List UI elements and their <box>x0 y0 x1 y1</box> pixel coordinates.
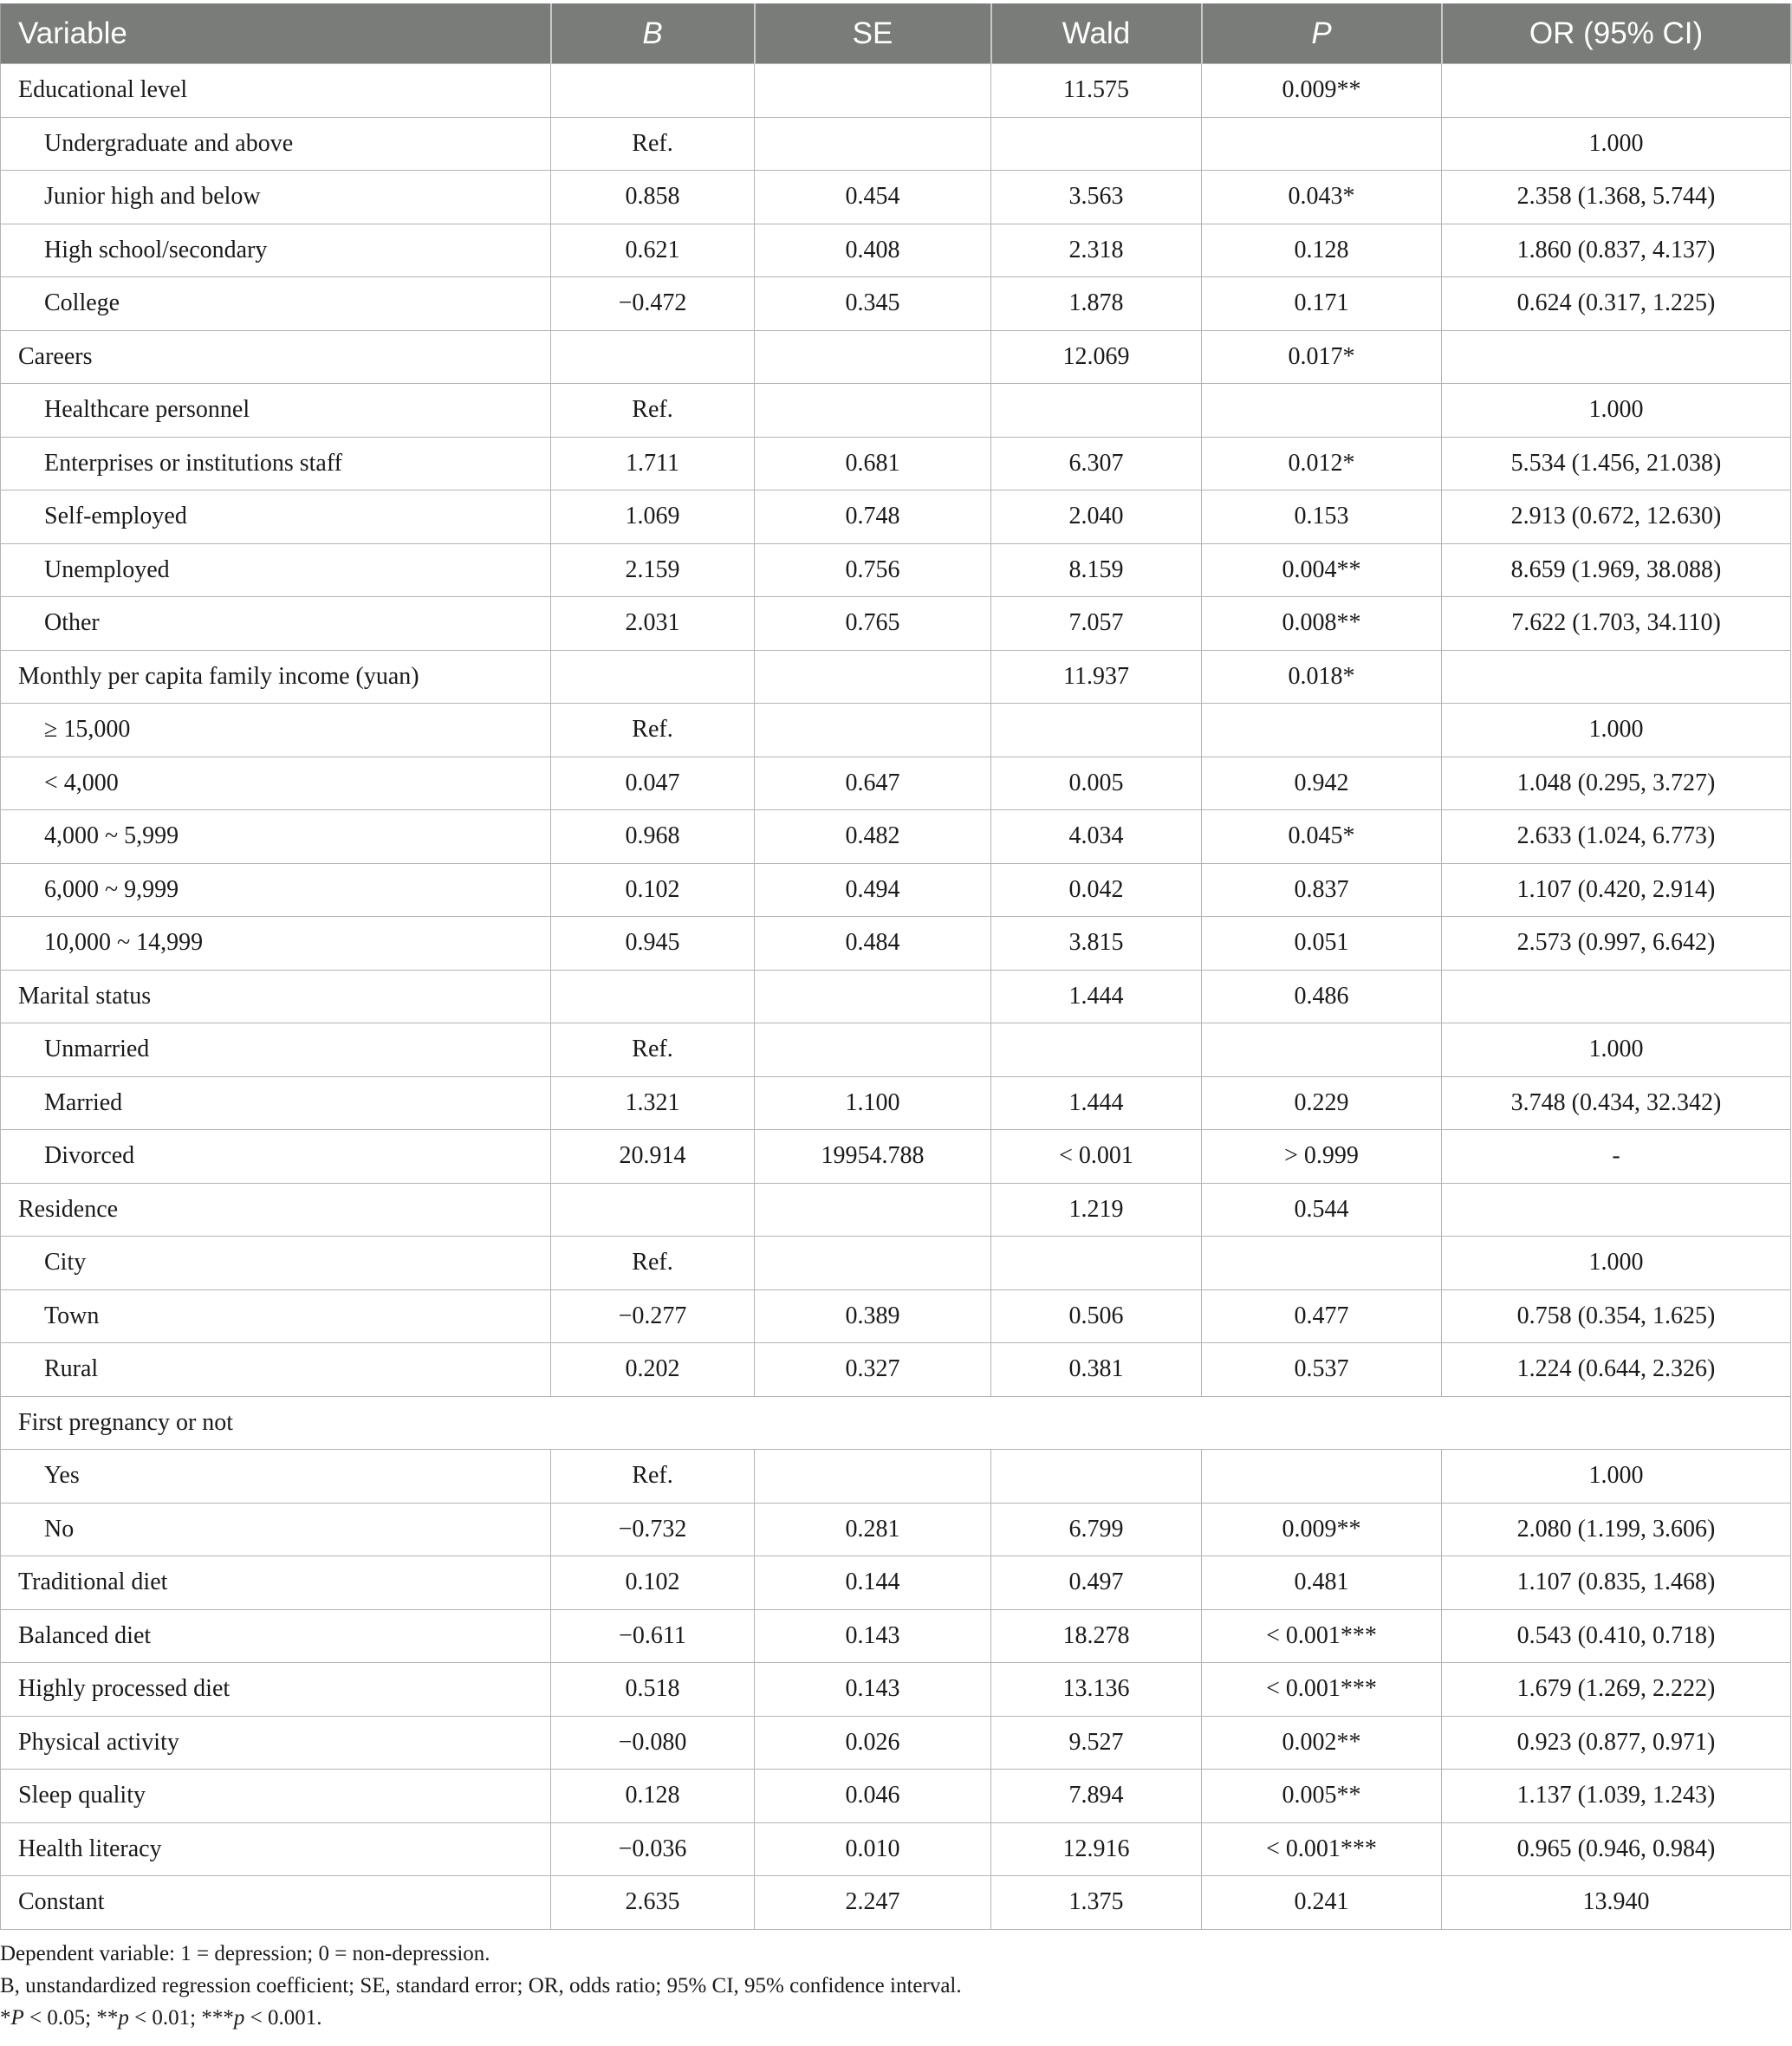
cell-or: 0.624 (0.317, 1.225) <box>1442 277 1791 331</box>
cell-wald: 11.575 <box>991 64 1202 118</box>
row-sublabel: Enterprises or institutions staff <box>1 437 551 490</box>
table-row <box>1 1609 1791 1663</box>
cell-p: < 0.001*** <box>1202 1663 1442 1717</box>
cell-wald: 0.497 <box>991 1556 1202 1610</box>
footnote-sig-text-1: < 0.05; ** <box>23 2006 119 2030</box>
cell-or: 1.679 (1.269, 2.222) <box>1442 1663 1791 1717</box>
cell-or: 7.622 (1.703, 34.110) <box>1442 597 1791 651</box>
cell-or: 3.748 (0.434, 32.342) <box>1442 1076 1791 1130</box>
cell-wald: 1.375 <box>991 1876 1202 1930</box>
cell-se: 0.345 <box>755 277 991 331</box>
cell-se: 0.756 <box>755 543 991 597</box>
row-sublabel: High school/secondary <box>1 224 551 277</box>
table-row <box>1 970 1791 1023</box>
cell-wald: 2.318 <box>991 224 1202 277</box>
cell-b: 0.518 <box>551 1663 755 1717</box>
row-label: Residence <box>1 1183 551 1237</box>
cell-se <box>755 970 991 1023</box>
cell-se: 0.482 <box>755 810 991 864</box>
cell-se <box>755 117 991 171</box>
cell-b <box>551 64 755 118</box>
cell-or: 2.573 (0.997, 6.642) <box>1442 917 1791 971</box>
cell-se <box>755 64 991 118</box>
cell-p: 0.051 <box>1202 917 1442 971</box>
table-row <box>1 1076 1791 1130</box>
cell-or: - <box>1442 1130 1791 1184</box>
cell-or: 5.534 (1.456, 21.038) <box>1442 437 1791 490</box>
cell-or: 1.000 <box>1442 1450 1791 1504</box>
cell-b <box>551 1183 755 1237</box>
table-row <box>1 917 1791 971</box>
column-header-p: P <box>1202 4 1442 64</box>
table-row <box>1 1396 1791 1450</box>
table-footnotes <box>0 1938 962 2034</box>
column-header-variable: Variable <box>1 4 551 64</box>
table-row <box>1 277 1791 331</box>
cell-wald <box>991 384 1202 438</box>
row-sublabel: 4,000 ~ 5,999 <box>1 810 551 864</box>
cell-se: 19954.788 <box>755 1130 991 1184</box>
table-row <box>1 863 1791 917</box>
cell-p: 0.942 <box>1202 757 1442 810</box>
cell-se: 0.484 <box>755 917 991 971</box>
cell-b <box>551 330 755 384</box>
footnote-dependent-variable: Dependent variable: 1 = depression; 0 = non-depression. <box>0 1942 490 1965</box>
cell-wald: 0.042 <box>991 863 1202 917</box>
cell-or: 0.758 (0.354, 1.625) <box>1442 1289 1791 1343</box>
row-sublabel: Married <box>1 1076 551 1130</box>
table-body <box>1 64 1791 1930</box>
row-sublabel: Healthcare personnel <box>1 384 551 438</box>
cell-b: −0.080 <box>551 1716 755 1770</box>
cell-se: 0.046 <box>755 1770 991 1823</box>
cell-p: 0.009** <box>1202 64 1442 118</box>
row-sublabel: Undergraduate and above <box>1 117 551 171</box>
cell-se: 2.247 <box>755 1876 991 1930</box>
cell-se <box>755 650 991 704</box>
cell-or: 1.000 <box>1442 1023 1791 1077</box>
cell-b: 2.635 <box>551 1876 755 1930</box>
table-row <box>1 1716 1791 1770</box>
table-row <box>1 1450 1791 1504</box>
cell-or: 2.633 (1.024, 6.773) <box>1442 810 1791 864</box>
cell-or: 2.913 (0.672, 12.630) <box>1442 490 1791 544</box>
table-row <box>1 330 1791 384</box>
cell-p <box>1202 384 1442 438</box>
cell-or: 1.107 (0.835, 1.468) <box>1442 1556 1791 1610</box>
cell-wald: 12.069 <box>991 330 1202 384</box>
cell-se <box>755 704 991 757</box>
row-sublabel: College <box>1 277 551 331</box>
cell-or: 1.860 (0.837, 4.137) <box>1442 224 1791 277</box>
cell-wald: < 0.001 <box>991 1130 1202 1184</box>
row-label: Careers <box>1 330 551 384</box>
cell-or <box>1442 1183 1791 1237</box>
cell-b: −0.036 <box>551 1822 755 1876</box>
table-row <box>1 810 1791 864</box>
table-row <box>1 650 1791 704</box>
footnote-sig-symbol-1: P <box>10 2006 24 2030</box>
cell-se: 0.010 <box>755 1822 991 1876</box>
table-row <box>1 1343 1791 1397</box>
cell-wald: 1.444 <box>991 970 1202 1023</box>
cell-b: 0.945 <box>551 917 755 971</box>
row-label: Balanced diet <box>1 1609 551 1663</box>
cell-p: 0.017* <box>1202 330 1442 384</box>
table-row <box>1 1289 1791 1343</box>
row-label: Traditional diet <box>1 1556 551 1610</box>
cell-se: 0.144 <box>755 1556 991 1610</box>
cell-p: 0.128 <box>1202 224 1442 277</box>
row-sublabel: City <box>1 1237 551 1290</box>
cell-wald: 1.444 <box>991 1076 1202 1130</box>
table-row <box>1 1237 1791 1290</box>
cell-wald: 4.034 <box>991 810 1202 864</box>
cell-se <box>755 1237 991 1290</box>
cell-p <box>1202 1450 1442 1504</box>
cell-wald: 0.506 <box>991 1289 1202 1343</box>
cell-or: 1.137 (1.039, 1.243) <box>1442 1770 1791 1823</box>
row-label: Physical activity <box>1 1716 551 1770</box>
cell-se: 0.143 <box>755 1663 991 1717</box>
row-sublabel: Yes <box>1 1450 551 1504</box>
cell-p: 0.043* <box>1202 171 1442 224</box>
row-sublabel: Self-employed <box>1 490 551 544</box>
cell-b: −0.277 <box>551 1289 755 1343</box>
table-row <box>1 224 1791 277</box>
cell-or: 1.048 (0.295, 3.727) <box>1442 757 1791 810</box>
table-row <box>1 1023 1791 1077</box>
cell-se: 0.748 <box>755 490 991 544</box>
table-row <box>1 1503 1791 1556</box>
cell-p: 0.837 <box>1202 863 1442 917</box>
row-label: Highly processed diet <box>1 1663 551 1717</box>
row-label: Health literacy <box>1 1822 551 1876</box>
cell-wald: 9.527 <box>991 1716 1202 1770</box>
cell-se <box>755 1023 991 1077</box>
table-container <box>0 3 1790 1930</box>
cell-p: 0.005** <box>1202 1770 1442 1823</box>
cell-p: < 0.001*** <box>1202 1822 1442 1876</box>
row-sublabel: 6,000 ~ 9,999 <box>1 863 551 917</box>
cell-p: 0.004** <box>1202 543 1442 597</box>
cell-b: Ref. <box>551 1450 755 1504</box>
cell-or: 1.000 <box>1442 117 1791 171</box>
cell-b: 0.621 <box>551 224 755 277</box>
row-sublabel: Unemployed <box>1 543 551 597</box>
row-label: Marital status <box>1 970 551 1023</box>
footnote-sig-symbol-3: p <box>233 2006 245 2030</box>
table-row <box>1 1556 1791 1610</box>
table-row <box>1 1130 1791 1184</box>
cell-wald: 6.307 <box>991 437 1202 490</box>
row-label: Constant <box>1 1876 551 1930</box>
cell-b: Ref. <box>551 384 755 438</box>
row-sublabel: Junior high and below <box>1 171 551 224</box>
cell-or <box>1442 650 1791 704</box>
cell-b: 1.069 <box>551 490 755 544</box>
cell-wald: 1.878 <box>991 277 1202 331</box>
cell-or: 1.000 <box>1442 1237 1791 1290</box>
cell-se: 0.143 <box>755 1609 991 1663</box>
cell-se: 0.408 <box>755 224 991 277</box>
table-row <box>1 1876 1791 1930</box>
cell-or: 2.080 (1.199, 3.606) <box>1442 1503 1791 1556</box>
cell-b <box>551 650 755 704</box>
column-header-b: B <box>551 4 755 64</box>
cell-wald <box>991 1237 1202 1290</box>
row-sublabel: Other <box>1 597 551 651</box>
cell-or: 1.224 (0.644, 2.326) <box>1442 1343 1791 1397</box>
cell-p: < 0.001*** <box>1202 1609 1442 1663</box>
cell-b: 2.159 <box>551 543 755 597</box>
cell-p: 0.012* <box>1202 437 1442 490</box>
table-row <box>1 1822 1791 1876</box>
cell-p: 0.537 <box>1202 1343 1442 1397</box>
footnote-sig-text-2: < 0.01; *** <box>128 2006 234 2030</box>
cell-se: 1.100 <box>755 1076 991 1130</box>
cell-se: 0.454 <box>755 171 991 224</box>
column-header-se: SE <box>755 4 991 64</box>
cell-wald: 6.799 <box>991 1503 1202 1556</box>
cell-wald <box>991 704 1202 757</box>
cell-se: 0.647 <box>755 757 991 810</box>
table-row <box>1 64 1791 118</box>
cell-se: 0.765 <box>755 597 991 651</box>
cell-p: 0.045* <box>1202 810 1442 864</box>
cell-p: 0.544 <box>1202 1183 1442 1237</box>
cell-b: 0.968 <box>551 810 755 864</box>
row-sublabel: < 4,000 <box>1 757 551 810</box>
cell-p <box>1202 704 1442 757</box>
footnote-significance: *P < 0.05; **p < 0.01; ***p < 0.001. <box>0 2006 322 2030</box>
cell-wald: 3.563 <box>991 171 1202 224</box>
table-row <box>1 597 1791 651</box>
cell-wald <box>991 1450 1202 1504</box>
cell-or: 13.940 <box>1442 1876 1791 1930</box>
cell-b: 0.102 <box>551 1556 755 1610</box>
cell-b: Ref. <box>551 704 755 757</box>
table-row <box>1 757 1791 810</box>
cell-b: −0.472 <box>551 277 755 331</box>
row-sublabel: Town <box>1 1289 551 1343</box>
cell-b: 20.914 <box>551 1130 755 1184</box>
cell-or: 0.543 (0.410, 0.718) <box>1442 1609 1791 1663</box>
cell-wald: 11.937 <box>991 650 1202 704</box>
cell-wald: 13.136 <box>991 1663 1202 1717</box>
table-row <box>1 704 1791 757</box>
cell-se <box>755 330 991 384</box>
cell-or: 0.923 (0.877, 0.971) <box>1442 1716 1791 1770</box>
cell-se <box>755 1450 991 1504</box>
row-label: Monthly per capita family income (yuan) <box>1 650 551 704</box>
cell-b <box>551 970 755 1023</box>
cell-p: 0.009** <box>1202 1503 1442 1556</box>
cell-b: −0.611 <box>551 1609 755 1663</box>
cell-p: 0.153 <box>1202 490 1442 544</box>
table-row <box>1 171 1791 224</box>
cell-p: 0.008** <box>1202 597 1442 651</box>
table-row <box>1 384 1791 438</box>
cell-or: 2.358 (1.368, 5.744) <box>1442 171 1791 224</box>
cell-se <box>755 1183 991 1237</box>
cell-b: Ref. <box>551 1023 755 1077</box>
cell-wald <box>991 1023 1202 1077</box>
row-sublabel: Unmarried <box>1 1023 551 1077</box>
cell-or: 1.107 (0.420, 2.914) <box>1442 863 1791 917</box>
table-row <box>1 543 1791 597</box>
cell-b: Ref. <box>551 117 755 171</box>
header-row <box>1 4 1791 64</box>
table-header <box>1 4 1791 64</box>
cell-or <box>1442 970 1791 1023</box>
cell-p: 0.229 <box>1202 1076 1442 1130</box>
cell-wald <box>991 117 1202 171</box>
cell-p: 0.477 <box>1202 1289 1442 1343</box>
row-sublabel: Rural <box>1 1343 551 1397</box>
cell-se: 0.026 <box>755 1716 991 1770</box>
cell-wald: 8.159 <box>991 543 1202 597</box>
footnote-sig-text-3: < 0.001. <box>244 2006 322 2030</box>
cell-se: 0.494 <box>755 863 991 917</box>
cell-p <box>1202 1237 1442 1290</box>
table-row <box>1 437 1791 490</box>
footnote-abbreviations: B, unstandardized regression coefficient; SE, standard error; OR, odds ratio; 95% CI, 95% confidence interval. <box>0 1974 962 1997</box>
cell-se: 0.327 <box>755 1343 991 1397</box>
row-label: Sleep quality <box>1 1770 551 1823</box>
cell-wald: 2.040 <box>991 490 1202 544</box>
row-sublabel: 10,000 ~ 14,999 <box>1 917 551 971</box>
column-header-wald: Wald <box>991 4 1202 64</box>
cell-b: 0.102 <box>551 863 755 917</box>
cell-p: > 0.999 <box>1202 1130 1442 1184</box>
cell-wald: 0.005 <box>991 757 1202 810</box>
cell-b: 0.047 <box>551 757 755 810</box>
cell-wald: 0.381 <box>991 1343 1202 1397</box>
table-row <box>1 1770 1791 1823</box>
cell-se: 0.389 <box>755 1289 991 1343</box>
row-label: First pregnancy or not <box>1 1396 1791 1450</box>
row-label: Educational level <box>1 64 551 118</box>
cell-se: 0.681 <box>755 437 991 490</box>
row-sublabel: Divorced <box>1 1130 551 1184</box>
cell-p: 0.241 <box>1202 1876 1442 1930</box>
regression-results-table <box>0 3 1792 1930</box>
row-sublabel: No <box>1 1503 551 1556</box>
column-header-or: OR (95% CI) <box>1442 4 1791 64</box>
cell-wald: 1.219 <box>991 1183 1202 1237</box>
cell-b: 0.202 <box>551 1343 755 1397</box>
cell-p: 0.002** <box>1202 1716 1442 1770</box>
table-row <box>1 490 1791 544</box>
cell-or: 8.659 (1.969, 38.088) <box>1442 543 1791 597</box>
table-row <box>1 1663 1791 1717</box>
cell-wald: 7.894 <box>991 1770 1202 1823</box>
footnote-sig-symbol-2: p <box>118 2006 129 2030</box>
row-sublabel: ≥ 15,000 <box>1 704 551 757</box>
cell-b: −0.732 <box>551 1503 755 1556</box>
cell-or: 0.965 (0.946, 0.984) <box>1442 1822 1791 1876</box>
cell-p: 0.018* <box>1202 650 1442 704</box>
cell-p: 0.486 <box>1202 970 1442 1023</box>
cell-wald: 18.278 <box>991 1609 1202 1663</box>
cell-p <box>1202 1023 1442 1077</box>
cell-or: 1.000 <box>1442 704 1791 757</box>
table-row <box>1 117 1791 171</box>
cell-wald: 12.916 <box>991 1822 1202 1876</box>
cell-wald: 7.057 <box>991 597 1202 651</box>
cell-b: 0.128 <box>551 1770 755 1823</box>
cell-p <box>1202 117 1442 171</box>
cell-or <box>1442 330 1791 384</box>
table-row <box>1 1183 1791 1237</box>
cell-or: 1.000 <box>1442 384 1791 438</box>
cell-p: 0.481 <box>1202 1556 1442 1610</box>
cell-b: 0.858 <box>551 171 755 224</box>
cell-p: 0.171 <box>1202 277 1442 331</box>
cell-b: 1.711 <box>551 437 755 490</box>
cell-b: 1.321 <box>551 1076 755 1130</box>
cell-or <box>1442 64 1791 118</box>
cell-wald: 3.815 <box>991 917 1202 971</box>
cell-b: Ref. <box>551 1237 755 1290</box>
cell-se: 0.281 <box>755 1503 991 1556</box>
cell-se <box>755 384 991 438</box>
cell-b: 2.031 <box>551 597 755 651</box>
